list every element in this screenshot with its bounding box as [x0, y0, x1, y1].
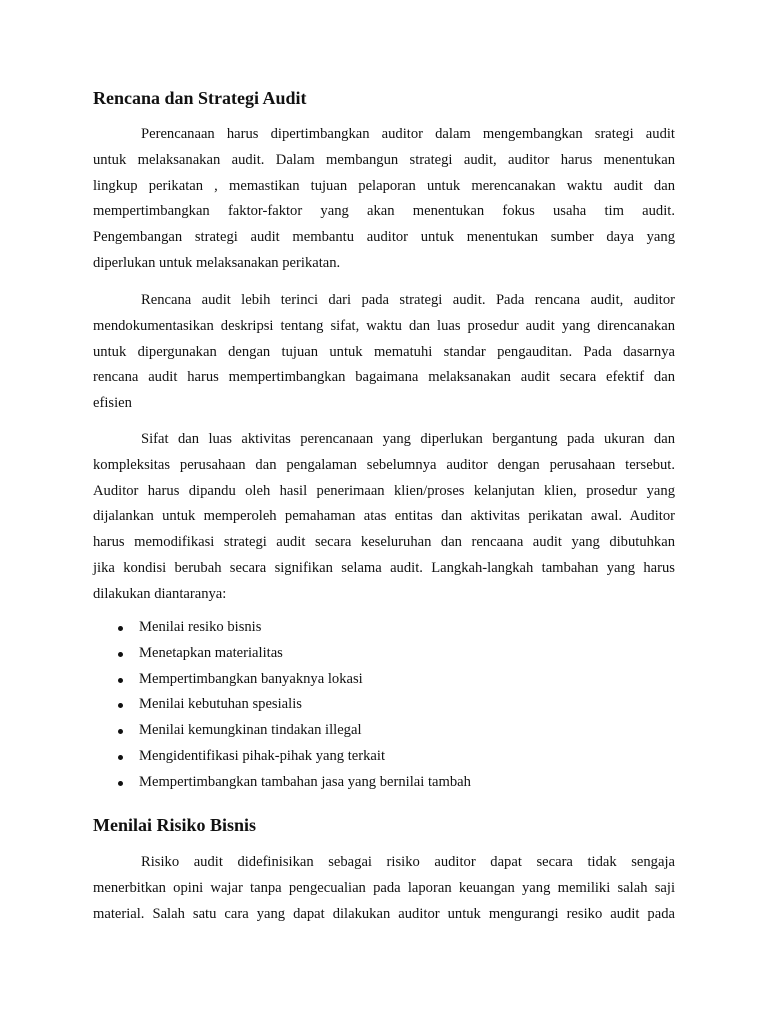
paragraph-line: mendokumentasikan deskripsi tentang sifat, waktu dan luas prosedur audit yang direncanakan	[93, 317, 675, 334]
paragraph-aktivitas-perencanaan	[93, 427, 675, 608]
paragraph-line: untuk melaksanakan audit. Dalam membangun strategi audit, auditor harus menentukan	[93, 151, 675, 168]
paragraph-line: diperlukan untuk melaksanakan perikatan.	[93, 254, 341, 271]
bullet-icon	[118, 626, 123, 631]
paragraph-line: Auditor harus dipandu oleh hasil penerimaan klien/proses kelanjutan klien, prosedur yang	[93, 482, 675, 499]
list-item-label: Mempertimbangkan banyaknya lokasi	[139, 670, 363, 687]
langkah-tambahan-list	[93, 615, 471, 796]
list-item-label: Menetapkan materialitas	[139, 644, 283, 661]
list-item-label: Menilai resiko bisnis	[139, 619, 262, 635]
bullet-icon	[118, 781, 123, 786]
list-item-label: Menilai kebutuhan spesialis	[139, 696, 302, 713]
paragraph-line: efisien	[93, 395, 132, 412]
paragraph-line: untuk dipergunakan dengan tujuan untuk mematuhi standar pengauditan. Pada dasarnya	[93, 343, 675, 360]
paragraph-risiko-audit	[93, 850, 675, 927]
bullet-icon	[118, 652, 123, 657]
paragraph-line: kompleksitas perusahaan dan pengalaman sebelumnya auditor dengan perusahaan tersebut.	[93, 456, 675, 473]
paragraph-line: lingkup perikatan , memastikan tujuan pelaporan untuk merencanakan waktu audit dan	[93, 177, 675, 194]
paragraph-rencana-audit	[93, 288, 675, 417]
section-heading-risiko-bisnis: Menilai Risiko Bisnis	[93, 815, 257, 835]
list-item	[93, 641, 471, 667]
paragraph-strategi-audit	[93, 122, 675, 277]
paragraph-line: material. Salah satu cara yang dapat dilakukan auditor untuk mengurangi resiko audit pada	[93, 905, 675, 922]
paragraph-line: mempertimbangkan faktor-faktor yang akan menentukan fokus usaha tim audit.	[93, 203, 675, 220]
list-item-label: Menilai kemungkinan tindakan illegal	[139, 722, 362, 739]
list-item	[93, 718, 471, 744]
bullet-icon	[118, 678, 123, 683]
section-heading-rencana-strategi: Rencana dan Strategi Audit	[93, 88, 307, 108]
list-item-label: Mempertimbangkan tambahan jasa yang bernilai tambah	[139, 773, 471, 790]
bullet-icon	[118, 729, 123, 734]
list-item	[93, 744, 471, 770]
paragraph-line: Perencanaan harus dipertimbangkan auditor dalam mengembangkan srategi audit	[141, 126, 675, 142]
paragraph-line: jika kondisi berubah secara signifikan selama audit. Langkah-langkah tambahan yang harus	[93, 559, 675, 576]
paragraph-line: Risiko audit didefinisikan sebagai risiko auditor dapat secara tidak sengaja	[141, 854, 675, 870]
list-item	[93, 667, 471, 693]
list-item-label: Mengidentifikasi pihak-pihak yang terkait	[139, 747, 385, 764]
list-item	[93, 770, 471, 796]
paragraph-line: Sifat dan luas aktivitas perencanaan yang diperlukan bergantung pada ukuran dan	[141, 431, 675, 447]
paragraph-line: dijalankan untuk memperoleh pemahaman atas entitas dan aktivitas perikatan awal. Auditor	[93, 508, 675, 525]
paragraph-line: rencana audit harus mempertimbangkan bagaimana melaksanakan audit secara efektif dan	[93, 369, 675, 386]
paragraph-line: harus memodifikasi strategi audit secara keseluruhan dan rencaana audit yang dibutuhkan	[93, 534, 675, 551]
bullet-icon	[118, 703, 123, 708]
bullet-icon	[118, 755, 123, 760]
paragraph-line: Pengembangan strategi audit membantu auditor untuk menentukan sumber daya yang	[93, 229, 675, 246]
paragraph-line: Rencana audit lebih terinci dari pada strategi audit. Pada rencana audit, auditor	[141, 292, 675, 308]
list-item	[93, 692, 471, 718]
paragraph-line: dilakukan diantaranya:	[93, 585, 227, 602]
paragraph-line: menerbitkan opini wajar tanpa pengecualian pada laporan keuangan yang memiliki salah saji	[93, 879, 675, 896]
list-item	[93, 615, 471, 641]
